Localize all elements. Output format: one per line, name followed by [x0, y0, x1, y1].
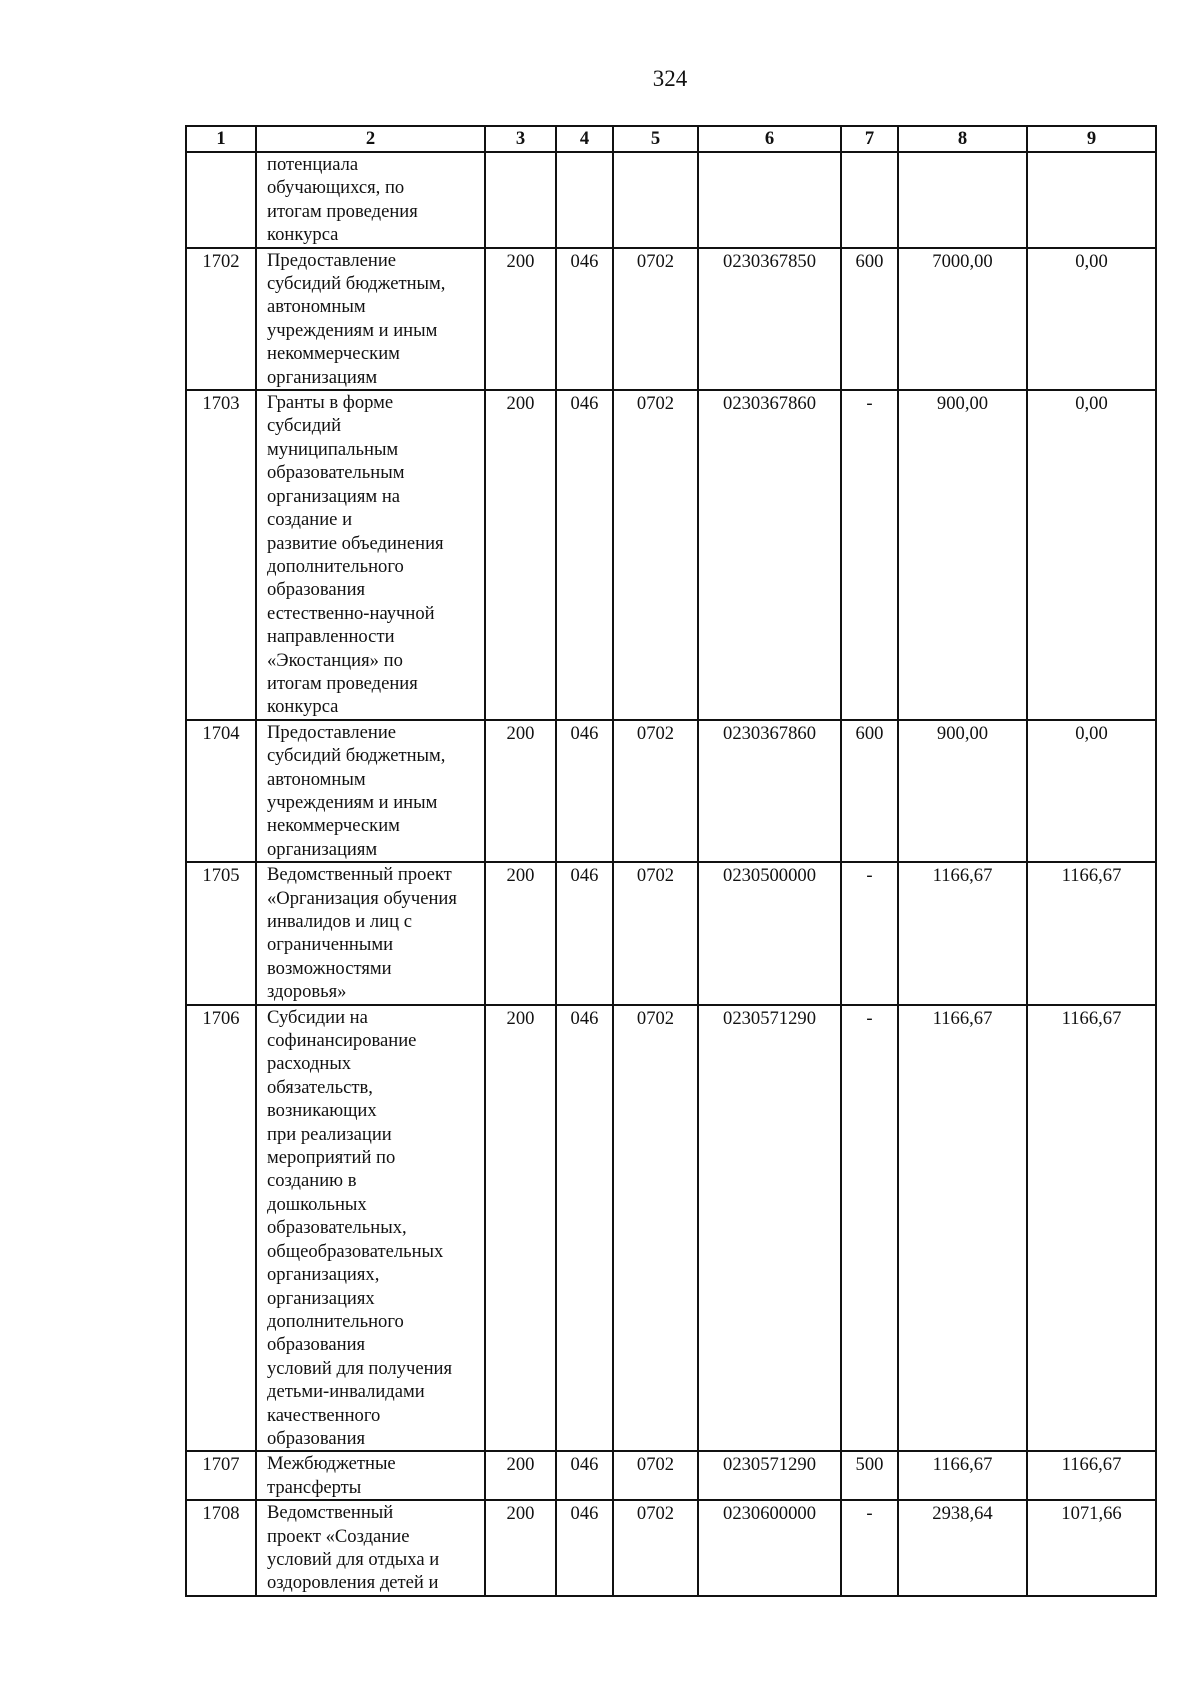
code-cell: 0230571290 — [698, 1451, 841, 1500]
amount-cell: 1166,67 — [1027, 1005, 1156, 1452]
row-number-cell: 1707 — [186, 1451, 256, 1500]
amount-cell: 1166,67 — [898, 862, 1027, 1004]
code-cell: 0702 — [613, 248, 698, 390]
code-cell: 0230367860 — [698, 720, 841, 862]
code-cell: 600 — [841, 248, 898, 390]
amount-cell: 900,00 — [898, 390, 1027, 720]
row-number-cell: 1705 — [186, 862, 256, 1004]
code-cell: - — [841, 1005, 898, 1452]
column-header: 5 — [613, 126, 698, 152]
page-number: 324 — [652, 66, 688, 91]
row-name-cell: Субсидии на софинансирование расходных обязательств, возникающих при реализации мероприятий по созданию в дошкольных образовательных, общеобразовательных организациях, организациях дополнительного образования условий для получения детьми-инвалидами качественного образования — [256, 1005, 485, 1452]
code-cell — [613, 152, 698, 248]
code-cell: 046 — [556, 1500, 613, 1596]
code-cell: 200 — [485, 720, 556, 862]
code-cell: 0230367850 — [698, 248, 841, 390]
code-cell: 200 — [485, 1451, 556, 1500]
amount-cell: 0,00 — [1027, 390, 1156, 720]
code-cell: 200 — [485, 390, 556, 720]
amount-cell: 0,00 — [1027, 720, 1156, 862]
amount-cell: 0,00 — [1027, 248, 1156, 390]
table-row — [186, 862, 1156, 1004]
column-header: 6 — [698, 126, 841, 152]
code-cell: 200 — [485, 1500, 556, 1596]
table-body — [186, 152, 1156, 1596]
code-cell: 046 — [556, 248, 613, 390]
code-cell: - — [841, 1500, 898, 1596]
table-row — [186, 152, 1156, 248]
code-cell: 0702 — [613, 720, 698, 862]
row-number-cell: 1706 — [186, 1005, 256, 1452]
table-row — [186, 1451, 1156, 1500]
amount-cell: 2938,64 — [898, 1500, 1027, 1596]
code-cell — [698, 152, 841, 248]
code-cell — [556, 152, 613, 248]
row-name-cell: Ведомственный проект «Создание условий для отдыха и оздоровления детей и — [256, 1500, 485, 1596]
column-header: 2 — [256, 126, 485, 152]
row-name-cell: Гранты в форме субсидий муниципальным образовательным организациям на создание и развитие объединения дополнительного образования естественно-научной направленности «Экостанция» по итогам проведения конкурса — [256, 390, 485, 720]
table-row — [186, 720, 1156, 862]
amount-cell: 7000,00 — [898, 248, 1027, 390]
table-row — [186, 1005, 1156, 1452]
row-number-cell — [186, 152, 256, 248]
row-name-cell: потенциала обучающихся, по итогам проведения конкурса — [256, 152, 485, 248]
code-cell: 200 — [485, 862, 556, 1004]
code-cell — [841, 152, 898, 248]
row-number-cell: 1708 — [186, 1500, 256, 1596]
code-cell: 0230500000 — [698, 862, 841, 1004]
row-number-cell: 1704 — [186, 720, 256, 862]
code-cell — [485, 152, 556, 248]
column-header: 9 — [1027, 126, 1156, 152]
code-cell: 0230571290 — [698, 1005, 841, 1452]
code-cell: 0702 — [613, 862, 698, 1004]
row-number-cell: 1702 — [186, 248, 256, 390]
code-cell: 200 — [485, 248, 556, 390]
code-cell: 046 — [556, 720, 613, 862]
code-cell: 046 — [556, 390, 613, 720]
code-cell: - — [841, 862, 898, 1004]
code-cell: 600 — [841, 720, 898, 862]
amount-cell: 1166,67 — [898, 1451, 1027, 1500]
column-header: 1 — [186, 126, 256, 152]
table-row — [186, 248, 1156, 390]
code-cell: 046 — [556, 1451, 613, 1500]
row-name-cell: Межбюджетные трансферты — [256, 1451, 485, 1500]
table-row — [186, 1500, 1156, 1596]
code-cell: 0230600000 — [698, 1500, 841, 1596]
budget-table — [185, 125, 1157, 1597]
row-number-cell: 1703 — [186, 390, 256, 720]
code-cell: 500 — [841, 1451, 898, 1500]
column-header: 3 — [485, 126, 556, 152]
table-header-row — [186, 126, 1156, 152]
code-cell: 0702 — [613, 1005, 698, 1452]
column-header: 8 — [898, 126, 1027, 152]
code-cell: 046 — [556, 1005, 613, 1452]
code-cell: 200 — [485, 1005, 556, 1452]
row-name-cell: Ведомственный проект «Организация обучения инвалидов и лиц с ограниченными возможностями здоровья» — [256, 862, 485, 1004]
column-header: 7 — [841, 126, 898, 152]
amount-cell: 900,00 — [898, 720, 1027, 862]
amount-cell: 1166,67 — [1027, 862, 1156, 1004]
amount-cell: 1166,67 — [1027, 1451, 1156, 1500]
code-cell: - — [841, 390, 898, 720]
code-cell: 0702 — [613, 1451, 698, 1500]
code-cell: 0230367860 — [698, 390, 841, 720]
code-cell: 046 — [556, 862, 613, 1004]
column-header: 4 — [556, 126, 613, 152]
row-name-cell: Предоставление субсидий бюджетным, автономным учреждениям и иным некоммерческим организациям — [256, 248, 485, 390]
code-cell: 0702 — [613, 390, 698, 720]
amount-cell: 1166,67 — [898, 1005, 1027, 1452]
row-name-cell: Предоставление субсидий бюджетным, автономным учреждениям и иным некоммерческим организациям — [256, 720, 485, 862]
table-row — [186, 390, 1156, 720]
amount-cell — [898, 152, 1027, 248]
code-cell: 0702 — [613, 1500, 698, 1596]
amount-cell: 1071,66 — [1027, 1500, 1156, 1596]
amount-cell — [1027, 152, 1156, 248]
